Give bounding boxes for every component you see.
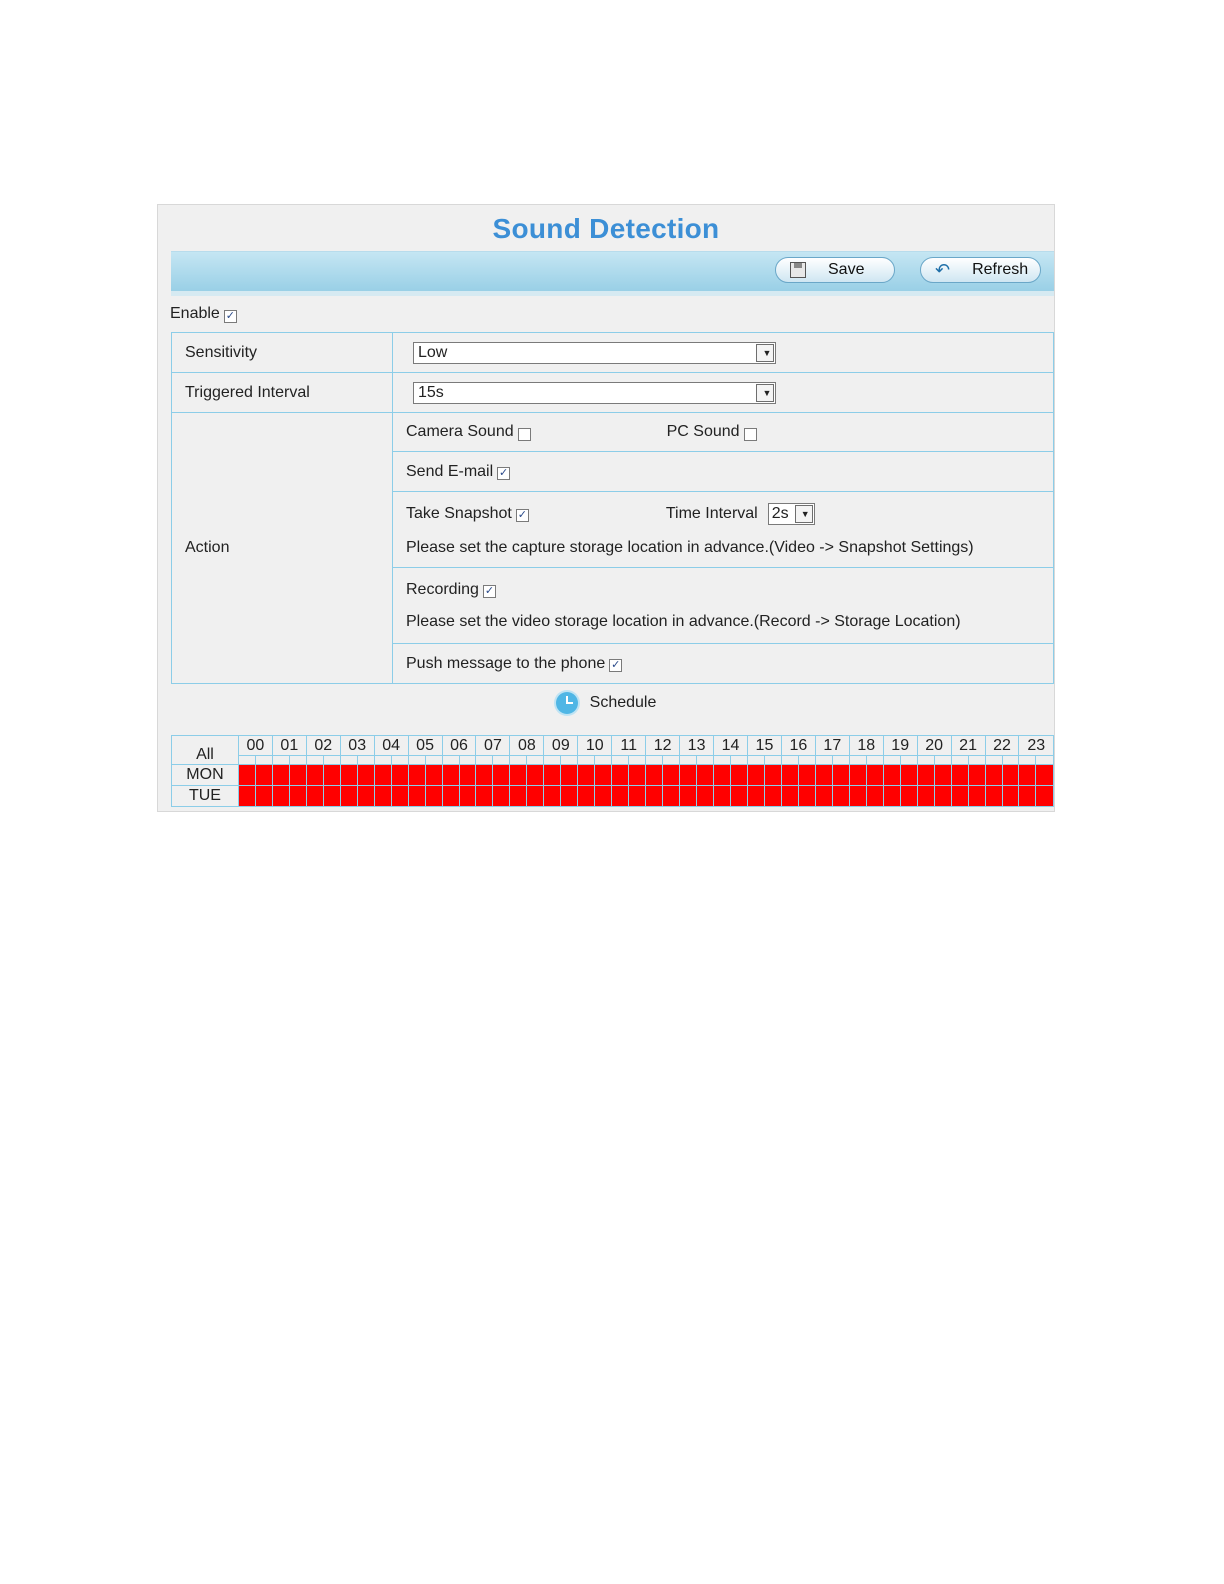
schedule-cell[interactable] [357,786,374,807]
schedule-cell[interactable] [900,765,917,786]
schedule-cell[interactable] [714,786,731,807]
schedule-half-hour-tick [408,756,425,765]
schedule-half-hour-tick [646,756,663,765]
schedule-cell[interactable] [917,765,934,786]
schedule-cell[interactable] [544,765,561,786]
chevron-down-icon: ▼ [795,505,813,523]
schedule-cell[interactable] [764,765,781,786]
schedule-cell[interactable] [968,765,985,786]
schedule-half-hour-tick [968,756,985,765]
schedule-cell[interactable] [764,786,781,807]
schedule-cell[interactable] [849,786,866,807]
schedule-header [158,692,1054,714]
schedule-hour-17[interactable]: 17 [815,736,849,756]
schedule-cell[interactable] [663,786,680,807]
schedule-hour-08[interactable]: 08 [510,736,544,756]
schedule-half-hour-tick [476,756,493,765]
schedule-cell[interactable] [595,786,612,807]
snapshot-note: Please set the capture storage location in advance.(Video -> Snapshot Settings) [406,538,974,556]
schedule-hour-23[interactable]: 23 [1019,736,1054,756]
schedule-half-hour-tick [272,756,289,765]
schedule-half-hour-tick [714,756,731,765]
schedule-half-hour-tick [680,756,697,765]
push-message-label: Push message to the phone [406,654,606,672]
schedule-half-hour-tick [612,756,629,765]
schedule-half-hour-tick [340,756,357,765]
schedule-cell[interactable] [238,765,255,786]
time-interval-value: 2s [771,504,789,522]
schedule-half-hour-tick [255,756,272,765]
schedule-hour-21[interactable]: 21 [951,736,985,756]
sensitivity-value: Low [418,343,448,361]
schedule-cell[interactable] [883,786,900,807]
schedule-hour-18[interactable]: 18 [849,736,883,756]
schedule-hour-14[interactable]: 14 [714,736,748,756]
schedule-half-hour-tick [459,756,476,765]
schedule-cell[interactable] [459,786,476,807]
schedule-half-hour-tick [798,756,815,765]
schedule-half-hour-tick [731,756,748,765]
schedule-cell[interactable] [510,786,527,807]
schedule-half-hour-tick [917,756,934,765]
schedule-hour-15[interactable]: 15 [747,736,781,756]
schedule-half-hour-tick [544,756,561,765]
chevron-down-icon: ▼ [756,384,774,402]
schedule-cell[interactable] [951,786,968,807]
schedule-cell[interactable] [255,765,272,786]
schedule-hour-07[interactable]: 07 [476,736,510,756]
schedule-cell[interactable] [612,786,629,807]
schedule-cell[interactable] [900,786,917,807]
schedule-cell[interactable] [697,765,714,786]
schedule-half-hour-tick [866,756,883,765]
schedule-half-hour-tick [1036,756,1054,765]
schedule-cell[interactable] [968,786,985,807]
schedule-cell[interactable] [934,786,951,807]
recording-label: Recording [406,580,479,598]
schedule-cell[interactable] [272,786,289,807]
schedule-cell[interactable] [731,765,748,786]
schedule-hour-05[interactable]: 05 [408,736,442,756]
schedule-cell[interactable] [1019,786,1036,807]
schedule-cell[interactable] [1036,765,1054,786]
schedule-half-hour-tick [1002,756,1019,765]
triggered-interval-label: Triggered Interval [172,373,393,413]
schedule-cell[interactable] [323,765,340,786]
schedule-half-hour-tick [425,756,442,765]
triggered-interval-value: 15s [418,383,444,401]
schedule-cell[interactable] [832,786,849,807]
schedule-hour-16[interactable]: 16 [781,736,815,756]
schedule-cell[interactable] [578,765,595,786]
schedule-half-hour-tick [934,756,951,765]
schedule-grid [171,735,1054,807]
schedule-cell[interactable] [985,786,1002,807]
schedule-cell[interactable] [646,786,663,807]
schedule-cell[interactable] [1036,786,1054,807]
schedule-hour-01[interactable]: 01 [272,736,306,756]
schedule-cell[interactable] [714,765,731,786]
schedule-cell[interactable] [578,786,595,807]
time-interval-select[interactable] [768,503,815,525]
schedule-cell[interactable] [289,765,306,786]
schedule-cell[interactable] [408,786,425,807]
schedule-half-hour-tick [883,756,900,765]
take-snapshot-label: Take Snapshot [406,504,512,522]
refresh-button-label: Refresh [972,261,1029,278]
schedule-half-hour-tick [289,756,306,765]
schedule-cell[interactable] [985,765,1002,786]
page-title: Sound Detection [492,213,720,244]
schedule-hour-13[interactable]: 13 [680,736,714,756]
sensitivity-label: Sensitivity [172,333,393,373]
schedule-half-hour-tick [306,756,323,765]
chevron-down-icon: ▼ [756,344,774,362]
schedule-hour-12[interactable]: 12 [646,736,680,756]
schedule-cell[interactable] [1002,765,1019,786]
schedule-cell[interactable] [340,765,357,786]
enable-checkbox[interactable]: ✓ [225,309,235,322]
schedule-cell[interactable] [815,786,832,807]
schedule-cell[interactable] [849,765,866,786]
send-email-checkbox[interactable]: ✓ [499,467,509,479]
schedule-cell[interactable] [289,786,306,807]
schedule-day-row [172,765,1054,786]
toolbar-divider [171,291,1055,296]
pc-sound-label: PC Sound [666,423,740,440]
enable-row [170,305,237,323]
schedule-cell[interactable] [459,765,476,786]
schedule-cell[interactable] [731,786,748,807]
schedule-cell[interactable] [306,765,323,786]
schedule-half-hour-tick [815,756,832,765]
schedule-half-hour-tick [985,756,1002,765]
schedule-cell[interactable] [629,765,646,786]
schedule-cell[interactable] [391,786,408,807]
schedule-cell[interactable] [1019,765,1036,786]
schedule-day-mon[interactable]: MON [172,765,239,786]
schedule-cell[interactable] [255,786,272,807]
schedule-cell[interactable] [476,786,493,807]
schedule-cell[interactable] [781,786,798,807]
schedule-cell[interactable] [917,786,934,807]
save-button-label: Save [828,261,865,278]
schedule-cell[interactable] [866,786,883,807]
recording-checkbox[interactable]: ✓ [484,585,495,597]
schedule-half-hour-tick [900,756,917,765]
camera-sound-checkbox[interactable] [518,428,531,441]
schedule-cell[interactable] [408,765,425,786]
push-message-checkbox[interactable]: ✓ [611,659,621,671]
schedule-cell[interactable] [425,786,442,807]
sensitivity-select[interactable] [413,342,776,364]
schedule-cell[interactable] [934,765,951,786]
schedule-cell[interactable] [832,765,849,786]
pc-sound-checkbox[interactable] [744,428,757,441]
schedule-cell[interactable] [747,765,764,786]
schedule-cell[interactable] [442,786,459,807]
schedule-cell[interactable] [527,765,544,786]
schedule-cell[interactable] [391,765,408,786]
schedule-cell[interactable] [798,786,815,807]
camera-sound-label: Camera Sound [406,423,514,440]
schedule-hour-20[interactable]: 20 [917,736,951,756]
schedule-half-hour-tick [663,756,680,765]
sound-detection-panel [157,204,1055,812]
schedule-cell[interactable] [527,786,544,807]
schedule-cell[interactable] [374,786,391,807]
schedule-hour-03[interactable]: 03 [340,736,374,756]
schedule-cell[interactable] [612,765,629,786]
enable-label: Enable [170,305,220,322]
schedule-cell[interactable] [866,765,883,786]
save-button[interactable] [775,257,895,283]
send-email-label: Send E-mail [406,462,494,480]
schedule-half-hour-tick [391,756,408,765]
schedule-half-hour-tick [832,756,849,765]
save-icon [790,262,806,278]
schedule-hour-09[interactable]: 09 [544,736,578,756]
schedule-half-hour-tick [493,756,510,765]
schedule-half-hour-tick [357,756,374,765]
recording-note: Please set the video storage location in advance.(Record -> Storage Location) [406,612,961,630]
time-interval-label: Time Interval [665,504,758,522]
schedule-cell[interactable] [510,765,527,786]
schedule-half-hour-tick [595,756,612,765]
schedule-cell[interactable] [680,765,697,786]
schedule-cell[interactable] [663,765,680,786]
schedule-hour-06[interactable]: 06 [442,736,476,756]
schedule-hour-22[interactable]: 22 [985,736,1019,756]
schedule-cell[interactable] [476,765,493,786]
schedule-half-hour-tick [697,756,714,765]
refresh-button[interactable] [920,257,1041,283]
schedule-cell[interactable] [781,765,798,786]
schedule-cell[interactable] [680,786,697,807]
schedule-cell[interactable] [238,786,255,807]
refresh-icon: ↶ [935,259,951,280]
schedule-half-hour-tick [951,756,968,765]
clock-icon [556,692,578,714]
schedule-half-hour-tick [442,756,459,765]
schedule-cell[interactable] [544,786,561,807]
schedule-hour-19[interactable]: 19 [883,736,917,756]
schedule-half-hour-tick [629,756,646,765]
schedule-cell[interactable] [646,765,663,786]
schedule-hour-11[interactable]: 11 [612,736,646,756]
schedule-cell[interactable] [951,765,968,786]
schedule-half-hour-tick [578,756,595,765]
schedule-cell[interactable] [883,765,900,786]
schedule-half-hour-tick [764,756,781,765]
schedule-cell[interactable] [629,786,646,807]
schedule-half-hour-tick [849,756,866,765]
schedule-cell[interactable] [595,765,612,786]
toolbar [171,251,1055,292]
schedule-half-hour-tick [747,756,764,765]
schedule-select-all[interactable]: All [172,736,239,765]
schedule-cell[interactable] [747,786,764,807]
schedule-half-hour-tick [374,756,391,765]
schedule-cell[interactable] [340,786,357,807]
schedule-cell[interactable] [493,765,510,786]
schedule-hour-02[interactable]: 02 [306,736,340,756]
schedule-title: Schedule [589,694,657,711]
schedule-half-hour-tick [1019,756,1036,765]
schedule-half-hour-tick [323,756,340,765]
schedule-cell[interactable] [561,765,578,786]
schedule-hour-04[interactable]: 04 [374,736,408,756]
schedule-day-tue[interactable]: TUE [172,786,239,807]
action-label: Action [172,413,393,684]
schedule-half-hour-tick [238,756,255,765]
schedule-cell[interactable] [1002,786,1019,807]
take-snapshot-checkbox[interactable]: ✓ [517,509,527,521]
schedule-cell[interactable] [493,786,510,807]
schedule-day-row [172,786,1054,807]
settings-table [171,332,1054,684]
schedule-cell[interactable] [374,765,391,786]
schedule-half-hour-tick [510,756,527,765]
schedule-half-hour-tick [781,756,798,765]
schedule-cell[interactable] [442,765,459,786]
schedule-cell[interactable] [357,765,374,786]
triggered-interval-select[interactable] [413,382,776,404]
schedule-cell[interactable] [798,765,815,786]
schedule-cell[interactable] [561,786,578,807]
schedule-cell[interactable] [425,765,442,786]
schedule-cell[interactable] [323,786,340,807]
schedule-half-hour-tick [561,756,578,765]
schedule-half-hour-tick [527,756,544,765]
schedule-cell[interactable] [697,786,714,807]
schedule-hour-00[interactable]: 00 [238,736,272,756]
schedule-hour-10[interactable]: 10 [578,736,612,756]
schedule-cell[interactable] [272,765,289,786]
schedule-cell[interactable] [306,786,323,807]
schedule-cell[interactable] [815,765,832,786]
